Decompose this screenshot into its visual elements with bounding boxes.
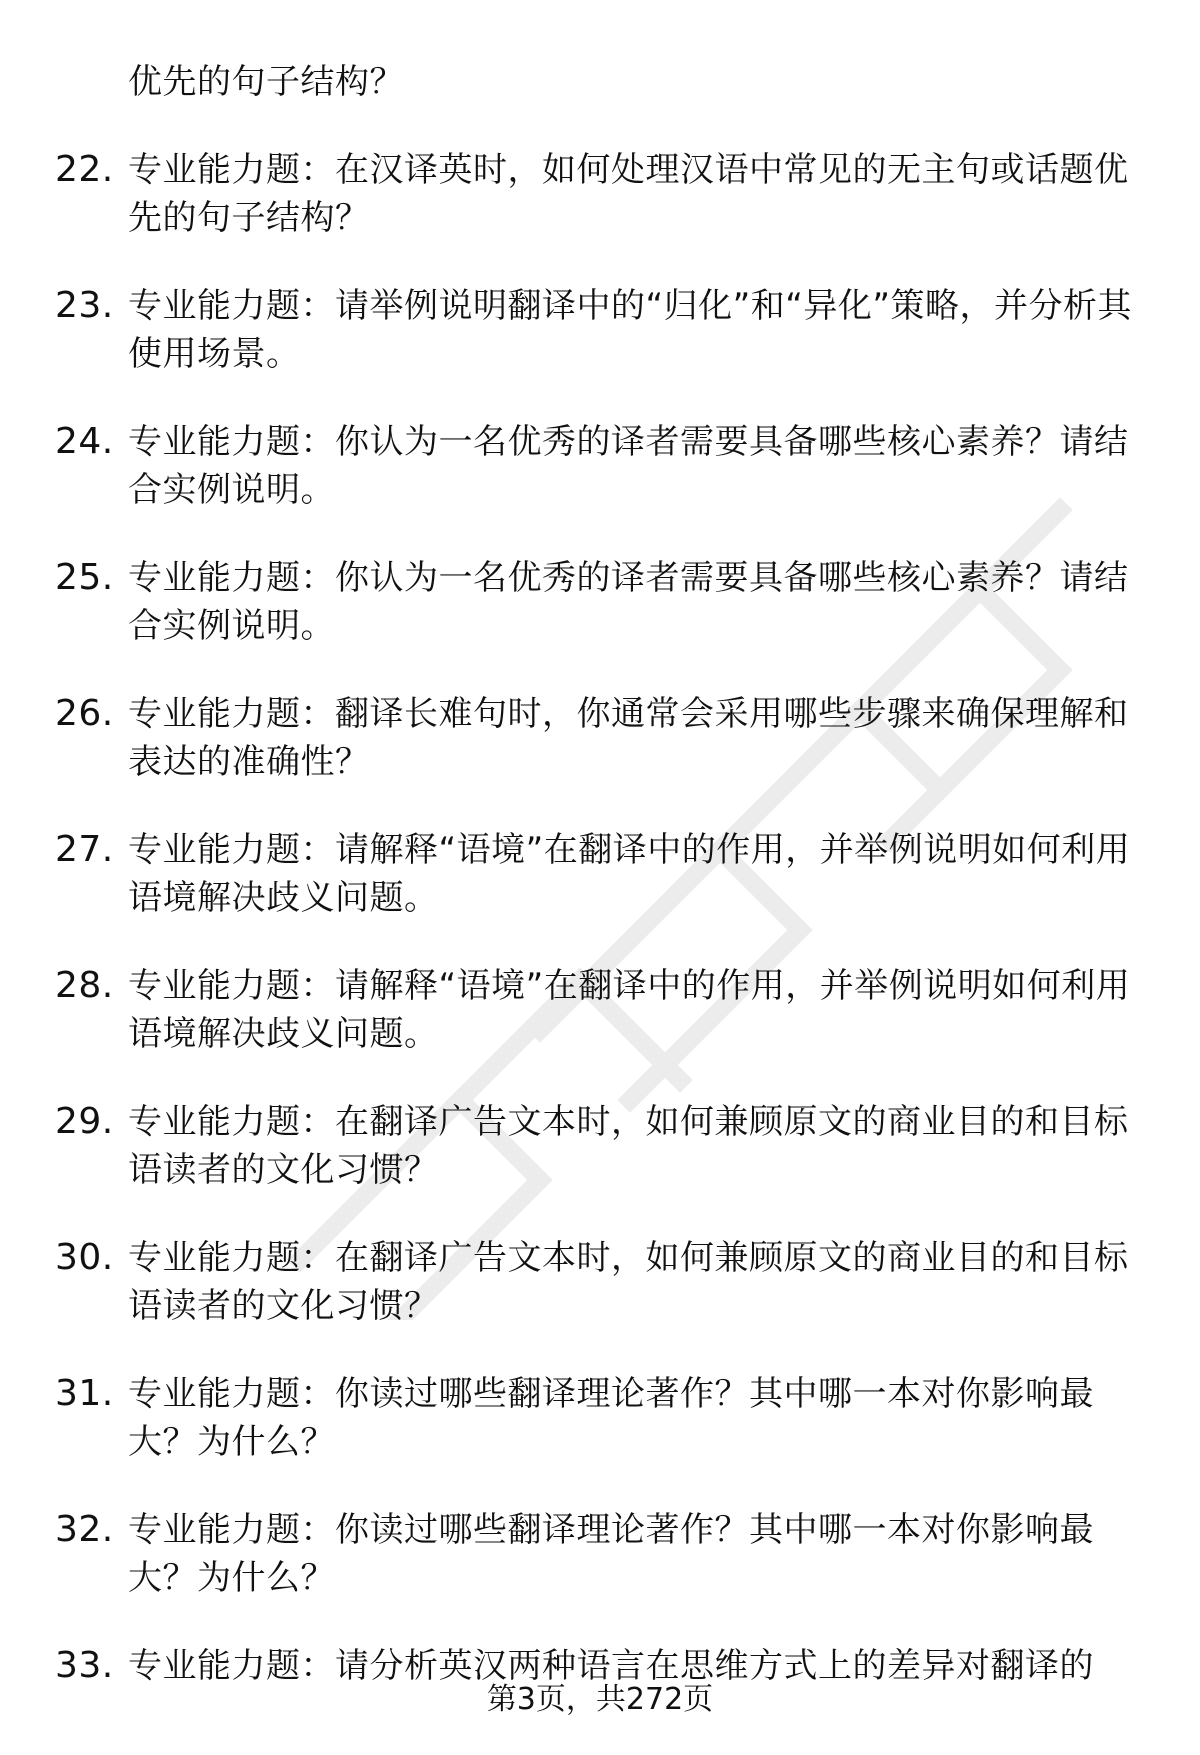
list-item (55, 146, 1145, 242)
item-text: 专业能力题：在汉译英时，如何处理汉语中常见的无主句或话题优先的句子结构？ (128, 150, 1129, 238)
list-item (55, 826, 1145, 922)
list-item (55, 282, 1145, 378)
item-number: 33. (55, 1645, 114, 1686)
item-text: 专业能力题：你认为一名优秀的译者需要具备哪些核心素养？请结合实例说明。 (128, 558, 1129, 646)
item-number: 32. (55, 1509, 114, 1550)
item-text: 专业能力题：请解释“语境”在翻译中的作用，并举例说明如何利用语境解决歧义问题。 (128, 830, 1131, 918)
page-number-footer: 第3页，共272页 (486, 1682, 714, 1717)
item-number: 28. (55, 965, 114, 1006)
list-item (55, 1506, 1145, 1602)
item-text: 专业能力题：你读过哪些翻译理论著作？其中哪一本对你影响最大？为什么？ (128, 1374, 1094, 1462)
item-text: 专业能力题：你认为一名优秀的译者需要具备哪些核心素养？请结合实例说明。 (128, 422, 1129, 510)
item-text: 专业能力题：请解释“语境”在翻译中的作用，并举例说明如何利用语境解决歧义问题。 (128, 966, 1131, 1054)
item-text: 专业能力题：在翻译广告文本时，如何兼顾原文的商业目的和目标语读者的文化习惯？ (128, 1238, 1129, 1326)
item-text: 专业能力题：请举例说明翻译中的“归化”和“异化”策略，并分析其使用场景。 (128, 286, 1132, 374)
list-item (55, 962, 1145, 1058)
list-item (55, 1234, 1145, 1330)
item-number: 29. (55, 1101, 114, 1142)
list-item (55, 690, 1145, 786)
list-item (55, 1098, 1145, 1194)
item-number: 22. (55, 149, 114, 190)
continued-line: 优先的句子结构？ (128, 62, 404, 102)
item-text: 专业能力题：在翻译广告文本时，如何兼顾原文的商业目的和目标语读者的文化习惯？ (128, 1102, 1129, 1190)
question-list (55, 58, 1145, 1730)
item-number: 31. (55, 1373, 114, 1414)
item-number: 30. (55, 1237, 114, 1278)
item-text: 专业能力题：翻译长难句时，你通常会采用哪些步骤来确保理解和表达的准确性？ (128, 694, 1129, 782)
list-item (55, 554, 1145, 650)
item-number: 23. (55, 285, 114, 326)
item-number: 26. (55, 693, 114, 734)
list-item (55, 418, 1145, 514)
item-text: 专业能力题：请分析英汉两种语言在思维方式上的差异对翻译的 (128, 1646, 1094, 1686)
item-number: 24. (55, 421, 114, 462)
item-text: 专业能力题：你读过哪些翻译理论著作？其中哪一本对你影响最大？为什么？ (128, 1510, 1094, 1598)
list-item (55, 1370, 1145, 1466)
item-number: 27. (55, 829, 114, 870)
item-number: 25. (55, 557, 114, 598)
